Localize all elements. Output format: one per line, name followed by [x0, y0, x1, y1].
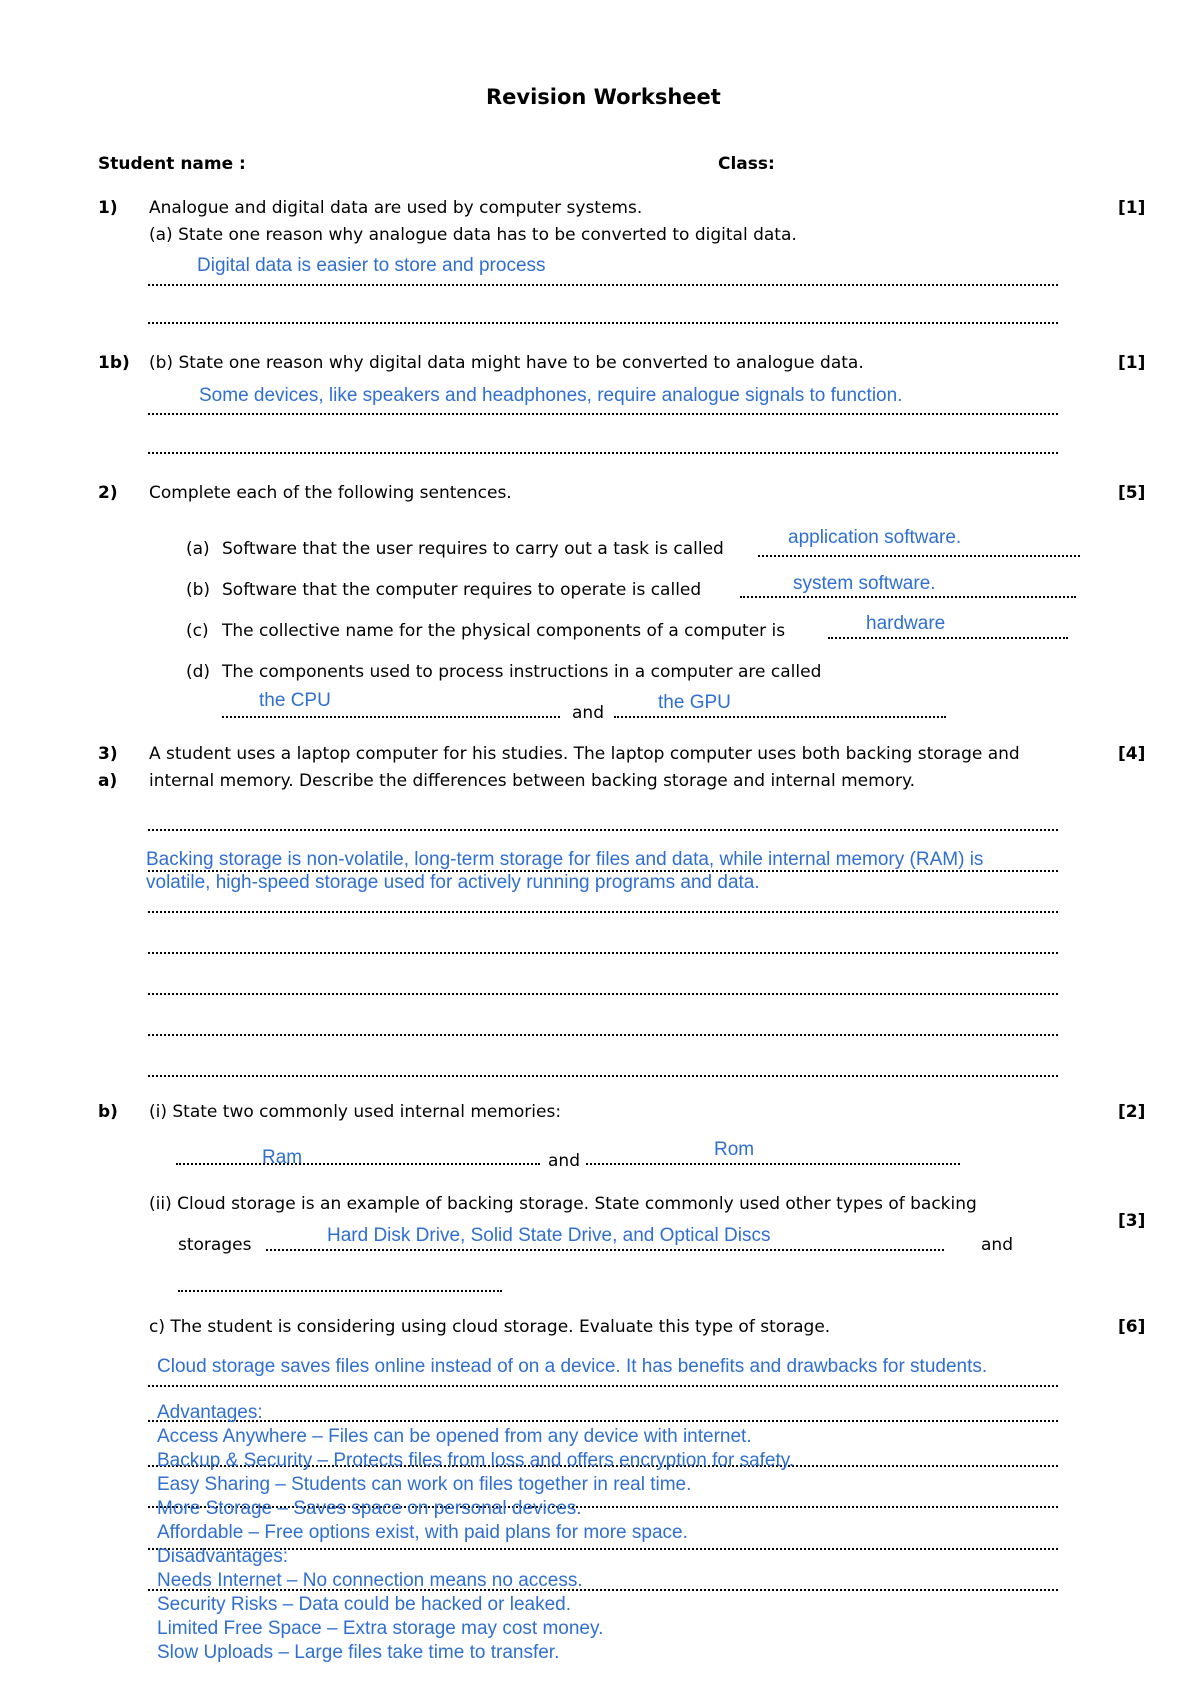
class-label: Class:: [718, 154, 775, 174]
q3c-marks: [6]: [1118, 1317, 1146, 1337]
q3b-i-and: and: [548, 1151, 580, 1171]
q2a-answer: application software.: [788, 527, 962, 548]
q3c-answer-line: Access Anywhere – Files can be opened from any device with internet.: [157, 1426, 752, 1447]
answer-line: [148, 870, 1058, 872]
q3c-answer-line: Easy Sharing – Students can work on files together in real time.: [157, 1474, 692, 1495]
answer-line: [148, 413, 1058, 415]
q2-number: 2): [98, 483, 118, 503]
q3b-ii-and: and: [981, 1235, 1013, 1255]
q2a-text: Software that the user requires to carry out a task is called: [222, 539, 724, 559]
q3c-answer-line: Backup & Security – Protects files from loss and offers encryption for safety.: [157, 1450, 795, 1471]
q1-marks: [1]: [1118, 198, 1146, 218]
q2-intro: Complete each of the following sentences.: [149, 483, 512, 503]
q2-marks: [5]: [1118, 483, 1146, 503]
q2b-text: Software that the computer requires to operate is called: [222, 580, 702, 600]
q3b-i-answer-1: Ram: [262, 1147, 303, 1168]
q3b-i-answer-2: Rom: [714, 1139, 755, 1160]
q2c-answer: hardware: [866, 613, 946, 634]
answer-line: [148, 1034, 1058, 1036]
q2d-and: and: [572, 703, 604, 723]
q3-line-1: A student uses a laptop computer for his studies. The laptop computer uses both backing storage and: [149, 744, 1020, 764]
q1-intro: Analogue and digital data are used by computer systems.: [149, 198, 643, 218]
fill-line: [758, 555, 1080, 557]
q1b-question: (b) State one reason why digital data might have to be converted to analogue data.: [149, 353, 864, 373]
answer-line: [148, 284, 1058, 286]
q3a-answer-line-2: volatile, high-speed storage used for actively running programs and data.: [146, 872, 760, 893]
fill-line: [266, 1249, 944, 1251]
q3c-answer-line: More Storage – Saves space on personal devices.: [157, 1498, 582, 1519]
q1a-answer: Digital data is easier to store and process: [197, 255, 546, 276]
q3b-i-question: (i) State two commonly used internal memories:: [149, 1102, 562, 1122]
answer-line: [148, 1385, 1058, 1387]
q2d-label: (d): [186, 662, 211, 682]
answer-line: [148, 1420, 1058, 1422]
q3c-question: c) The student is considering using cloud storage. Evaluate this type of storage.: [149, 1317, 831, 1337]
q3a-marks: [4]: [1118, 744, 1146, 764]
answer-line: [148, 1075, 1058, 1077]
q1b-answer: Some devices, like speakers and headphones, require analogue signals to function.: [199, 385, 903, 406]
q3-line-2: internal memory. Describe the differences between backing storage and internal memory.: [149, 771, 916, 791]
q3c-answer-line: Slow Uploads – Large files take time to transfer.: [157, 1642, 560, 1663]
q3c-answer-line: Cloud storage saves files online instead of on a device. It has benefits and drawbacks for students.: [157, 1356, 988, 1377]
q2c-text: The collective name for the physical components of a computer is: [222, 621, 786, 641]
q3c-answer-line: Advantages:: [157, 1402, 263, 1423]
q3a-label: a): [98, 771, 118, 791]
q3a-answer-line-1: Backing storage is non-volatile, long-term storage for files and data, while internal memory (RAM) is: [146, 849, 984, 870]
fill-line: [614, 716, 946, 718]
q1b-marks: [1]: [1118, 353, 1146, 373]
fill-line: [828, 637, 1068, 639]
q3c-answer-line: Needs Internet – No connection means no access.: [157, 1570, 583, 1591]
q2b-label: (b): [186, 580, 211, 600]
q1a-question: (a) State one reason why analogue data has to be converted to digital data.: [149, 225, 797, 245]
q2d-answer-2: the GPU: [658, 692, 731, 713]
answer-line: [148, 993, 1058, 995]
q2b-answer: system software.: [793, 573, 936, 594]
answer-line: [148, 829, 1058, 831]
q3b-ii-question: (ii) Cloud storage is an example of backing storage. State commonly used other types of backing: [149, 1194, 977, 1214]
q3b-ii-storages: storages: [178, 1235, 252, 1255]
page-title: Revision Worksheet: [486, 85, 721, 109]
q3c-answer-line: Affordable – Free options exist, with paid plans for more space.: [157, 1522, 688, 1543]
fill-line: [176, 1163, 540, 1165]
q2d-text: The components used to process instructions in a computer are called: [222, 662, 822, 682]
q3c-answer-line: Disadvantages:: [157, 1546, 288, 1567]
q3b-ii-marks: [3]: [1118, 1211, 1146, 1231]
fill-line: [740, 596, 1076, 598]
answer-line: [148, 952, 1058, 954]
answer-line: [148, 452, 1058, 454]
q3-number: 3): [98, 744, 118, 764]
q1b-number: 1b): [98, 353, 130, 373]
q2c-label: (c): [186, 621, 209, 641]
q3b-ii-answer: Hard Disk Drive, Solid State Drive, and Optical Discs: [327, 1225, 771, 1246]
answer-line: [148, 322, 1058, 324]
q3b-i-marks: [2]: [1118, 1102, 1146, 1122]
q3c-answer-line: Limited Free Space – Extra storage may cost money.: [157, 1618, 604, 1639]
q3b-label: b): [98, 1102, 118, 1122]
q3c-answer-line: Security Risks – Data could be hacked or leaked.: [157, 1594, 571, 1615]
q2a-label: (a): [186, 539, 210, 559]
fill-line: [222, 716, 560, 718]
q2d-answer-1: the CPU: [259, 690, 331, 711]
student-name-label: Student name :: [98, 154, 246, 174]
fill-line: [586, 1163, 960, 1165]
answer-line: [148, 911, 1058, 913]
q1-number: 1): [98, 198, 118, 218]
fill-line: [178, 1290, 502, 1292]
